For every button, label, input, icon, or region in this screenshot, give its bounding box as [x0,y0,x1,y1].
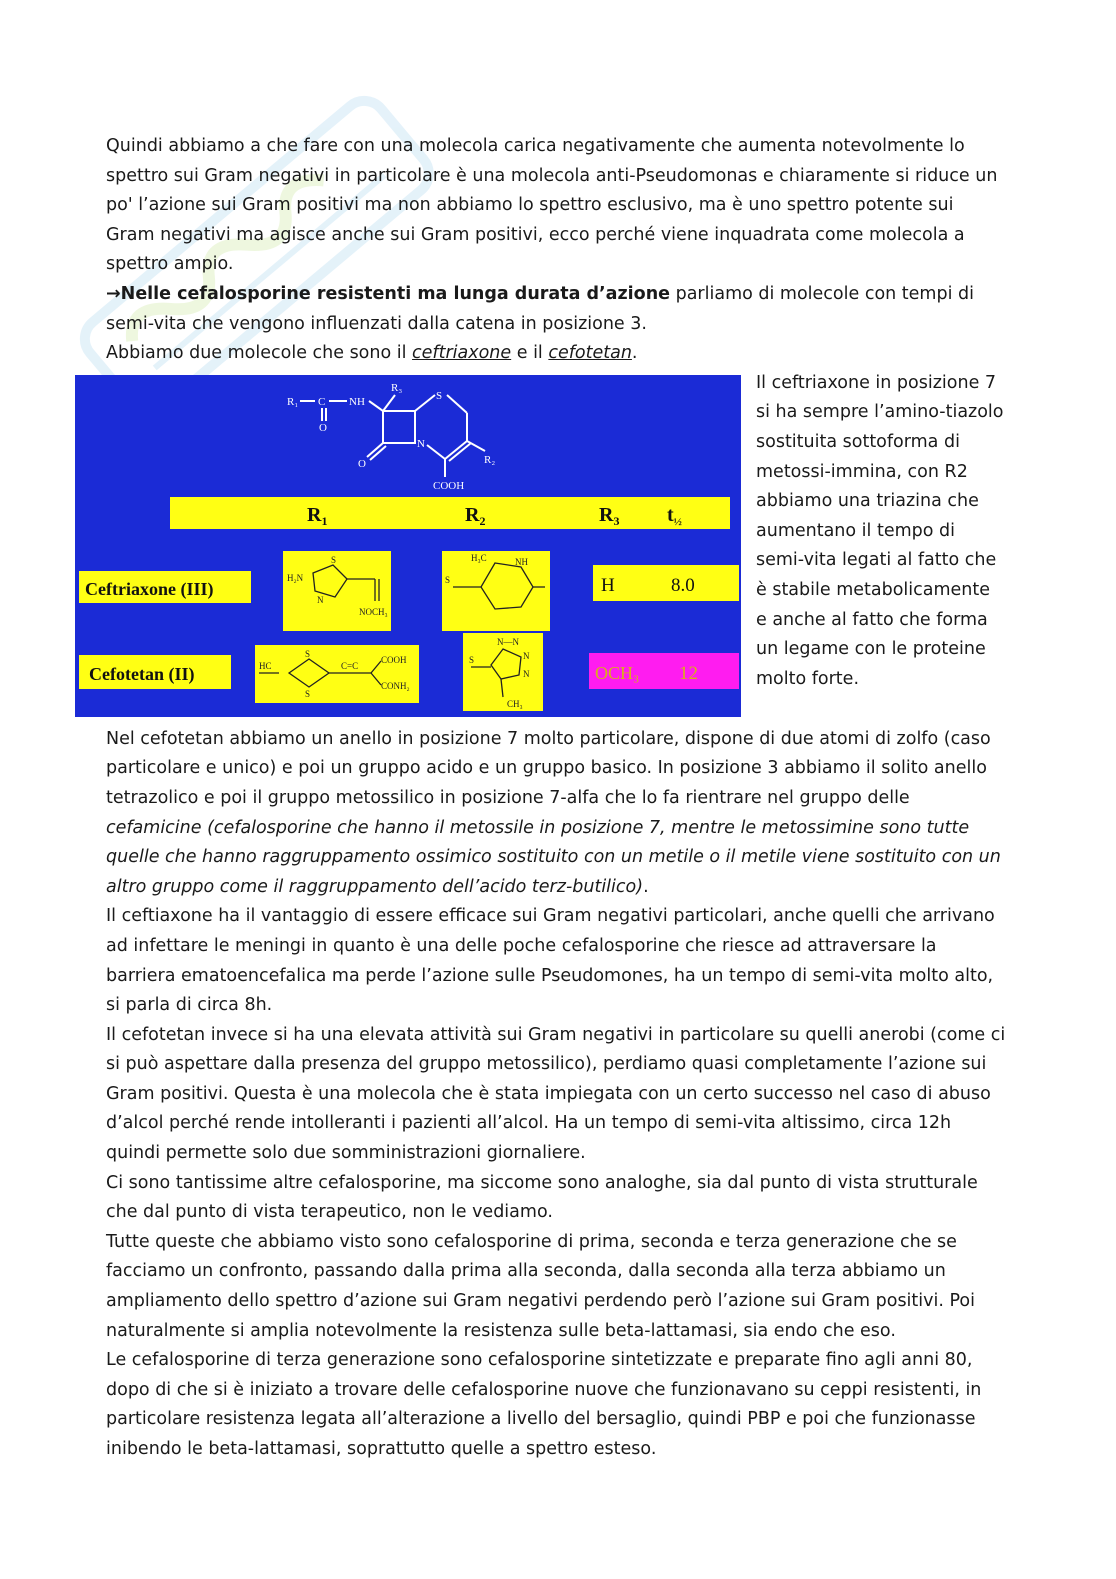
r1-label-cooh: COOH [381,654,407,665]
heading-long-acting: Nelle cefalosporine resistenti ma lunga durata d’azione [120,283,671,304]
document-body [85,132,1006,1465]
r1-label-s: S [331,554,337,565]
paragraph-ceftriaxone-advantage: Il ceftiaxone ha il vantaggio di essere efficace sui Gram negativi particolari, anche quelli che arrivano ad infettare le meningi in quanto è una delle poche cefalosporine che riesce ad attraversare la barriera ematoencefalica ma perde l’azione sulle Pseudomones, ha un tempo di semi-vita molto alto, si parla di circa 8h. [106,906,995,1016]
paragraph-cefotetan [106,725,1006,903]
core-label-cooh: COOH [433,479,465,492]
ceftriaxone-description: Il ceftriaxone in posizione 7 si ha sempre l’amino-tiazolo sostituita sottoforma di metossi-immina, con R2 abbiamo una triazina che aumentano il tempo di semi-vita legati al fatto che è stabile metabolicamente e anche al fatto che forma un legame con le proteine molto forte. [756,372,1004,689]
arrow-icon: → [106,283,121,304]
core-label-c: C [318,395,326,408]
core-label-nh: NH [349,395,365,408]
core-label-n: N [417,437,425,450]
r2-label-h3c: H₃C [471,552,487,563]
r1-label-hc: HC [259,660,272,671]
r1-label-n: N [317,594,324,605]
row-name-ceftriaxone: Ceftriaxone (III) [85,578,214,599]
row-name-cefotetan: Cefotetan (II) [89,663,195,684]
r3-value-ceftriaxone: H [601,574,615,596]
r2-label-nn: N—N [497,636,519,647]
paragraph-other-cephalosporins: Ci sono tantissime altre cefalosporine, ma siccome sono analoghe, sia dal punto di vista strutturale che dal punto di vista terapeutico, non le vediamo. [106,1172,978,1223]
core-label-o2: O [358,457,366,470]
paragraph-two-molecules [106,339,1006,369]
r2-label-nh: NH [515,556,528,567]
r2-label-s-cefotetan: S [469,654,475,665]
cephalosporin-structure-figure [75,375,741,717]
molecule-cefotetan: cefotetan [548,343,632,364]
paragraph-long-acting [106,280,1006,339]
cefotetan-text: Nel cefotetan abbiamo un anello in posizione 7 molto particolare, dispone di due atomi di zolfo (caso particolare e unico) e poi un gruppo acido e un gruppo basico. In posizione 3 abbiamo il solito anello tetrazolico e poi il gruppo metossilico in posizione 7-alfa che lo fa rientrare nel gruppo delle [106,728,991,808]
paragraph-intro: Quindi abbiamo a che fare con una molecola carica negativamente che aumenta notevolmente lo spettro sui Gram negativi in particolare è una molecola anti-Pseudomonas e chiaramente si riduce un po' l’azione sui Gram positivi ma non abbiamo lo spettro esclusivo, ma è uno spettro potente sui Gram negativi ma agisce anche sui Gram positivi, ecco perché viene inquadrata come molecola a spettro ampio. [106,136,998,275]
cefotetan-end: . [643,876,649,897]
header-r1: $R_1$ [307,503,328,528]
r2-label-n2: N [523,668,530,679]
r1-label-h2n: H₂N [287,572,304,583]
r2-label-ch3: CH₃ [507,698,523,709]
header-r2: $R_2$ [465,503,486,528]
two-molecules-prefix: Abbiamo due molecole che sono il [106,343,413,364]
paragraph-long-acting-text: parliamo di molecole con tempi di semi-vita che vengono influenzati dalla catena in posizione 3. [106,283,974,334]
t-half-ceftriaxone: 8.0 [671,574,695,596]
r3-box-ceftriaxone [593,565,739,601]
t-half-cefotetan: 12 [679,662,698,684]
core-label-o1: O [319,421,327,434]
header-t-half: $t_{\frac{1}{2}}$ [667,503,682,528]
header-r3: $R_3$ [599,503,620,528]
r1-label-conh2: CONH₂ [381,680,410,691]
r2-label-n1: N [523,650,530,661]
r1-label-s2: S [305,688,311,699]
r1-label-noch3: NOCH₃ [359,606,388,617]
core-label-r2: R₂ [484,453,496,466]
core-label-s: S [436,389,443,402]
r1-box-cefotetan [255,645,419,703]
r3-value-cefotetan: OCH₃ [595,662,640,683]
header-bar [170,497,730,529]
r1-label-s1: S [305,648,311,659]
two-molecules-suffix: . [631,343,638,364]
paragraph-third-generation: Le cefalosporine di terza generazione sono cefalosporine sintetizzate e preparate fino agli anni 80, dopo di che si è iniziato a trovare delle cefalosporine nuove che funzionavano su ceppi resistenti, in particolare resistenza legata all’alterazione a livello del bersaglio, quindi PBP e poi che funzionasse inibendo le beta-lattamasi, soprattutto quelle a spettro esteso. [106,1350,982,1459]
cefamicine-definition: cefamicine (cefalosporine che hanno il metossile in posizione 7, mentre le metossimine sono tutte quelle che hanno raggruppamento ossimico sostituito con un metile o il metile viene sostituito con un altro gruppo come il raggruppamento dell’acido terz-butilico) [106,817,1001,897]
core-label-r1: R₁ [287,395,299,408]
molecule-ceftriaxone: ceftriaxone [412,343,512,364]
r2-label-s: S [445,574,451,585]
paragraph-cefotetan-activity: Il cefotetan invece si ha una elevata attività sui Gram negativi in particolare su quelli anerobi (come ci si può aspettare dalla presenza del gruppo metossilico), perdiamo quasi completamente l’azione sui Gram positivi. Questa è una molecola che è stata impiegata con un certo successo nel caso di abuso d’alcol perché rende intolleranti i pazienti all’alcol. Ha un tempo di semi-vita altissimo, circa 12h quindi permette solo due somministrazioni giornaliere. [106,1024,1006,1164]
two-molecules-mid: e il [511,343,549,364]
core-label-r3: R₃ [391,381,403,394]
r1-label-cc: C=C [341,660,359,671]
paragraph-generations-comparison: Tutte queste che abbiamo visto sono cefalosporine di prima, seconda e terza generazione che se facciamo un confronto, passando dalla prima alla seconda, dalla seconda alla terza abbiamo un ampliamento dello spettro d’azione sui Gram negativi perdendo però l’azione sui Gram positivi. Poi naturalmente si amplia notevolmente la resistenza sulle beta-lattamasi, sia endo che eso. [106,1231,975,1341]
figure-row [85,369,1006,725]
